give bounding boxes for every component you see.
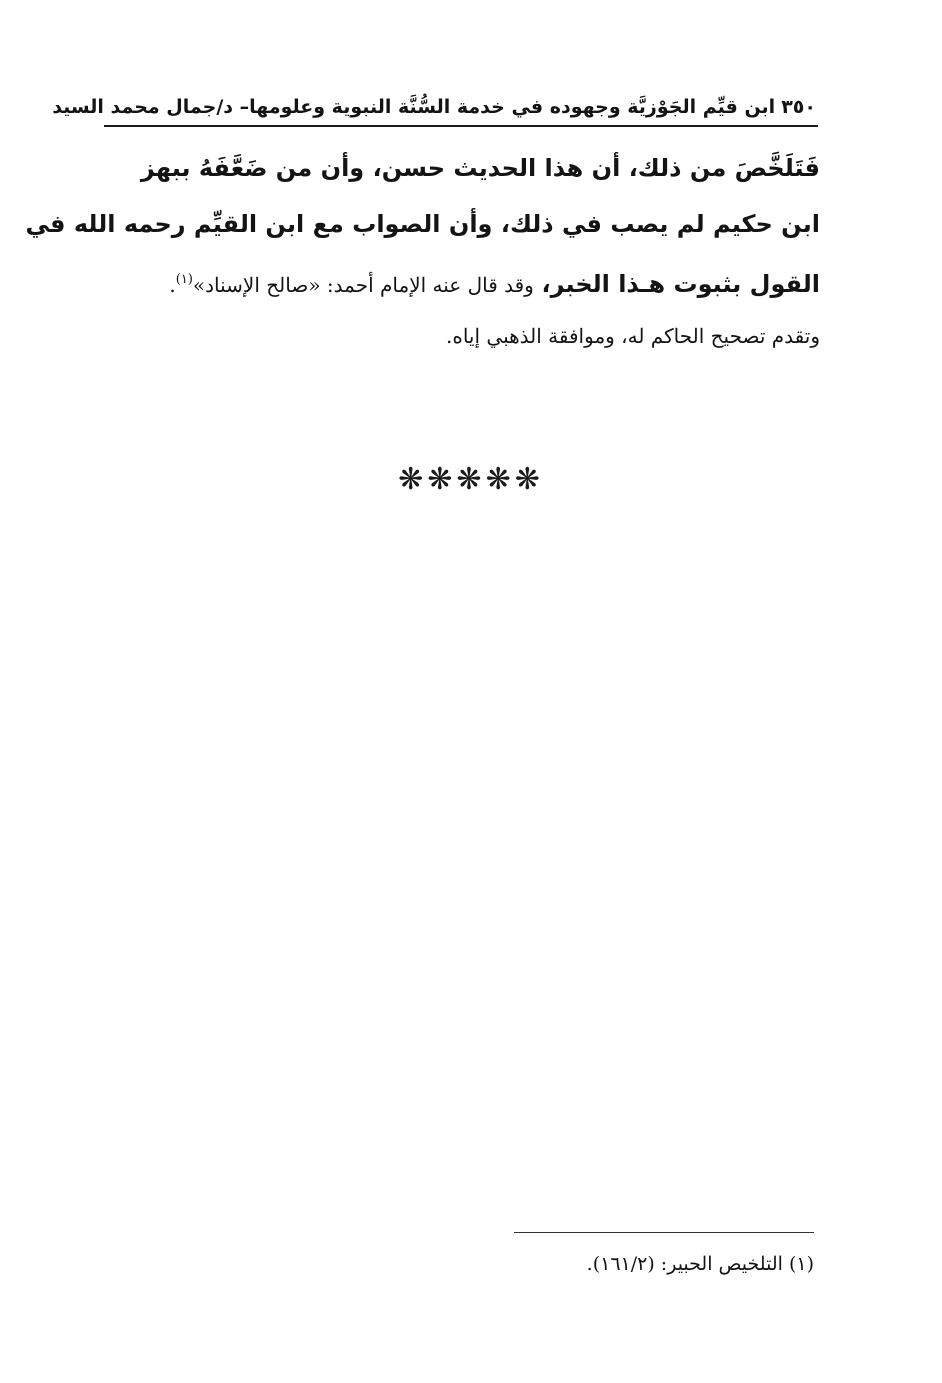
body-line-3 xyxy=(100,252,820,308)
header-title: ابن قيِّم الجَوْزيَّة وجهوده في خدمة السُّنَّة النبوية وعلومها– د/جمال محمد السيد xyxy=(52,96,776,118)
header-rule xyxy=(104,125,818,127)
body-line-3-regular: وقد قال عنه الإمام أحمد: «صالح الإسناد» xyxy=(192,273,534,297)
body-line-2: ابن حكيم لم يصب في ذلك، وأن الصواب مع ابن القيِّم رحمه الله في xyxy=(25,210,820,238)
body-line-3-end: . xyxy=(169,273,176,297)
section-separator: ❋❋❋❋❋ xyxy=(398,462,544,497)
body-line-4: وتقدم تصحيح الحاكم له، وموافقة الذهبي إياه. xyxy=(445,324,820,348)
running-header xyxy=(52,92,816,122)
footnote: (١) التلخيص الحبير: (١٦١/٢). xyxy=(586,1253,814,1275)
body-line-3-bold: القول بثبوت هـذا الخبر، xyxy=(541,270,820,298)
footnote-rule xyxy=(514,1232,814,1233)
footnote-reference: (١) xyxy=(175,272,193,287)
body-paragraph xyxy=(25,140,820,364)
page-number: ٣٥٠ xyxy=(781,96,816,118)
body-line-1: فَتَلَخَّصَ من ذلك، أن هذا الحديث حسن، وأن من ضَعَّفَهُ ببهز xyxy=(140,154,820,182)
